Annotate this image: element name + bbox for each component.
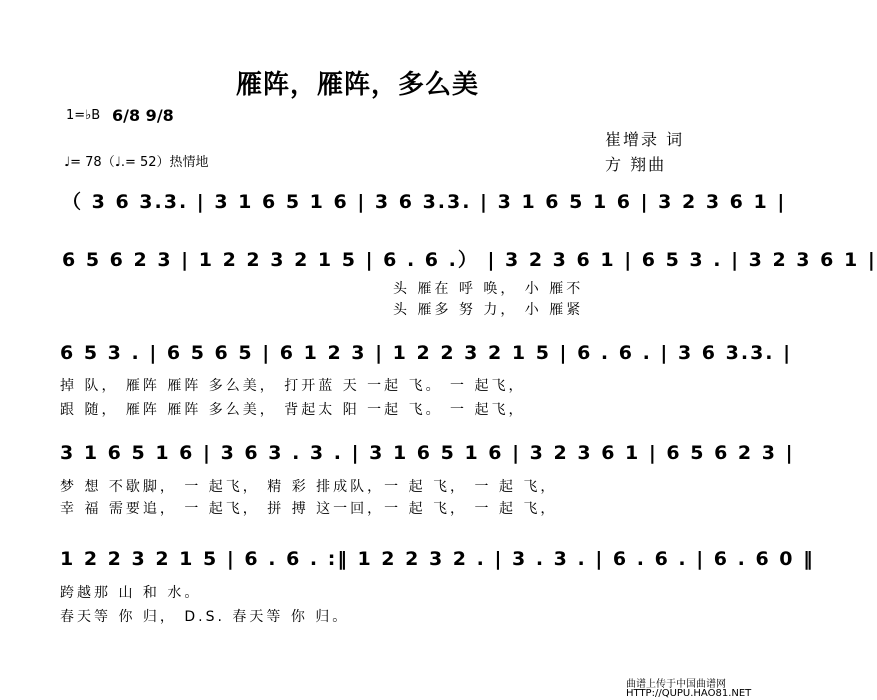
- notation-row-5: 1 2 2 3 2 1 5 | 6 . 6 . :‖ 1 2 2 3 2 . | 3 . 3 . | 6 . 6 . | 6 . 6 0 ‖: [60, 548, 815, 570]
- lyrics-row-3-verse-1: 掉 队， 雁阵 雁阵 多么美， 打开蓝 天 一起 飞。 一 起飞，: [60, 378, 526, 394]
- composer-credit: 方 翔曲: [605, 155, 667, 174]
- footer-watermark-line-1: 曲谱上传于中国曲谱网: [626, 679, 726, 690]
- notation-row-2: 6 5 6 2 3 | 1 2 2 3 2 1 5 | 6 . 6 .） | 3 2 3 6 1 | 6 5 3 . | 3 2 3 6 1 |: [62, 249, 877, 271]
- lyrics-row-4-verse-1: 梦 想 不歇脚， 一 起飞， 精 彩 排成队，一 起 飞， 一 起 飞，: [60, 479, 558, 495]
- lyricist-credit: 崔增录 词: [605, 130, 685, 149]
- lyrics-row-3-verse-2: 跟 随， 雁阵 雁阵 多么美， 背起太 阳 一起 飞。 一 起飞，: [60, 402, 526, 418]
- notation-row-3: 6 5 3 . | 6 5 6 5 | 6 1 2 3 | 1 2 2 3 2 1 5 | 6 . 6 . | 3 6 3.3. |: [60, 342, 793, 364]
- tempo-marking: ♩= 78（♩.= 52）热情地: [64, 155, 209, 170]
- page-title: 雁阵，雁阵，多么美: [236, 70, 480, 100]
- lyrics-row-2-verse-1: 头 雁在 呼 唤， 小 雁不: [393, 281, 584, 297]
- notation-row-1: （ 3 6 3.3. | 3 1 6 5 1 6 | 3 6 3.3. | 3 1 6 5 1 6 | 3 2 3 6 1 |: [62, 191, 787, 213]
- notation-row-4: 3 1 6 5 1 6 | 3 6 3 . 3 . | 3 1 6 5 1 6 | 3 2 3 6 1 | 6 5 6 2 3 |: [60, 442, 795, 464]
- time-signature: 6/8 9/8: [112, 106, 174, 125]
- lyrics-row-2-verse-2: 头 雁多 努 力， 小 雁紧: [393, 302, 584, 318]
- footer-watermark-line-2: HTTP://QUPU.HAO81.NET: [626, 688, 752, 699]
- lyrics-row-5-verse-1: 跨越那 山 和 水。: [60, 585, 202, 601]
- lyrics-row-5-verse-2: 春天等 你 归， D.S. 春天等 你 归。: [60, 609, 350, 625]
- key-signature: 1=♭B: [66, 108, 101, 123]
- lyrics-row-4-verse-2: 幸 福 需要追， 一 起飞， 拼 搏 这一回，一 起 飞， 一 起 飞，: [60, 501, 558, 517]
